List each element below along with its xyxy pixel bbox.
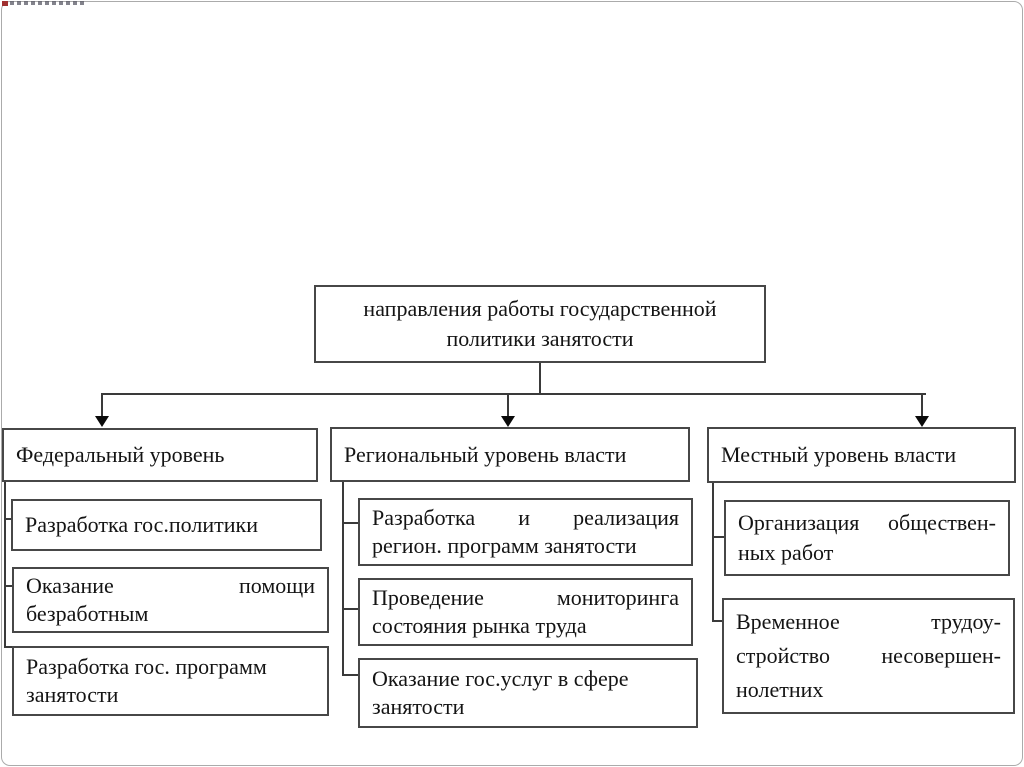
connector-crossbar (101, 393, 926, 395)
node-line: безработным (26, 601, 149, 626)
node-line: состояния рынка труда (372, 613, 587, 638)
regional-level-header (330, 427, 690, 482)
down-arrow-icon (915, 416, 929, 427)
node-line: Разработка гос.политики (25, 512, 258, 537)
connector-stub (712, 536, 724, 538)
node-develop-state-employment-programs (12, 646, 329, 716)
federal-level-header (2, 428, 318, 482)
node-line: ных работ (738, 540, 834, 565)
node-line: Временное трудоу- (736, 609, 1001, 634)
corner-watermark-icon (2, 1, 8, 6)
connector-stub (342, 522, 358, 524)
node-line: занятости (26, 682, 119, 707)
node-public-works-organization (724, 500, 1010, 576)
node-line: Оказание гос.услуг в сфере (372, 666, 629, 691)
connector-branch-left (101, 395, 103, 417)
node-line: Оказание помощи (26, 573, 315, 598)
connector-spine-left (4, 482, 6, 648)
local-level-header (707, 427, 1016, 483)
connector-spine-right (712, 483, 714, 622)
node-line: нолетних (736, 677, 824, 702)
node-line: Организация обществен- (738, 510, 996, 535)
header-label: Местный уровень власти (721, 442, 957, 467)
node-labor-market-monitoring (358, 578, 693, 646)
node-develop-state-policy (11, 499, 322, 551)
connector-stub (342, 608, 358, 610)
down-arrow-icon (501, 416, 515, 427)
node-line: Разработка и реализация (372, 505, 679, 530)
connector-stub (712, 620, 722, 622)
connector-spine-middle (342, 482, 344, 676)
root-node-line: политики занятости (446, 326, 634, 351)
root-node-line: направления работы государственной (363, 296, 717, 321)
header-label: Региональный уровень власти (344, 441, 627, 467)
node-line: регион. программ занятости (372, 533, 637, 558)
root-node-state-employment-policy (314, 285, 766, 363)
connector-stub (342, 674, 358, 676)
node-line: занятости (372, 694, 465, 719)
node-line: стройство несовершен- (736, 643, 1001, 668)
connector-root-drop (539, 363, 541, 394)
node-state-employment-services (358, 658, 698, 728)
corner-watermark-smudge (10, 1, 84, 5)
down-arrow-icon (95, 416, 109, 427)
node-temporary-minor-employment (722, 598, 1015, 714)
node-develop-regional-employment-programs (358, 498, 693, 566)
header-label: Федеральный уровень (16, 442, 225, 467)
node-line: Разработка гос. программ (26, 654, 267, 679)
node-assist-unemployed (12, 567, 329, 633)
connector-branch-right (921, 395, 923, 417)
node-line: Проведение мониторинга (372, 585, 679, 610)
connector-branch-middle (507, 395, 509, 417)
